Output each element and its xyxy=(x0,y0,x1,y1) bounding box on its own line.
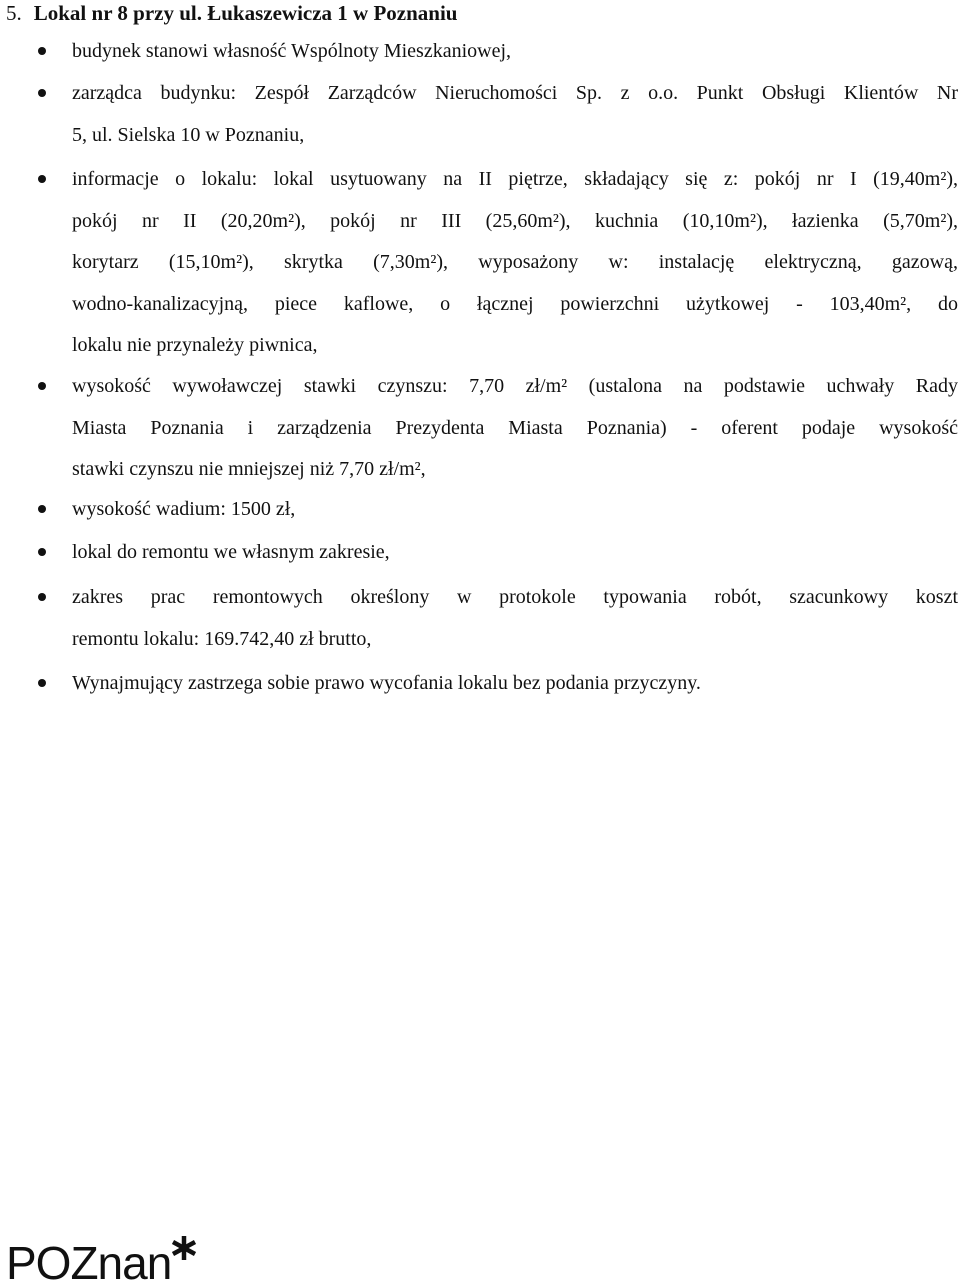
list-item-line: zakres prac remontowych określony w protokole typowania robót, szacunkowy koszt xyxy=(72,586,958,608)
list-item-line: 5, ul. Sielska 10 w Poznaniu, xyxy=(72,123,305,146)
bullet-icon xyxy=(38,548,46,556)
list-item-line: lokalu nie przynależy piwnica, xyxy=(72,334,318,356)
list-item-line: informacje o lokalu: lokal usytuowany na II piętrze, składający się z: pokój nr I (19,40m²), xyxy=(72,168,958,190)
bullet-icon xyxy=(38,47,46,55)
list-item-line: wysokość wadium: 1500 zł, xyxy=(72,498,296,520)
bullet-icon xyxy=(38,382,46,390)
list-item-line: wysokość wywoławczej stawki czynszu: 7,70 zł/m² (ustalona na podstawie uchwały Rady xyxy=(72,375,958,397)
section-title: Lokal nr 8 przy ul. Łukaszewicza 1 w Poznaniu xyxy=(33,1,458,25)
list-item-line: stawki czynszu nie mniejszej niż 7,70 zł/m², xyxy=(72,458,426,480)
bullet-icon xyxy=(38,175,46,183)
bullet-icon xyxy=(38,505,46,513)
section-number: 5. xyxy=(6,1,22,25)
bullet-icon xyxy=(38,89,46,97)
list-item-line: korytarz (15,10m²), skrytka (7,30m²), wyposażony w: instalację elektryczną, gazową, xyxy=(72,251,958,273)
list-item-line: pokój nr II (20,20m²), pokój nr III (25,60m²), kuchnia (10,10m²), łazienka (5,70m²), xyxy=(72,209,958,232)
list-item-line: Wynajmujący zastrzega sobie prawo wycofania lokalu bez podania przyczyny. xyxy=(72,672,701,694)
list-item-line: budynek stanowi własność Wspólnoty Mieszkaniowej, xyxy=(72,40,512,62)
list-item-line: zarządca budynku: Zespół Zarządców Nieruchomości Sp. z o.o. Punkt Obsługi Klientów Nr xyxy=(72,82,958,104)
asterisk-icon xyxy=(173,1236,195,1260)
list-item-line: wodno-kanalizacyjną, piece kaflowe, o łącznej powierzchni użytkowej - 103,40m², do xyxy=(72,292,958,315)
list-item-line: remontu lokalu: 169.742,40 zł brutto, xyxy=(72,627,372,650)
list-item-line: Miasta Poznania i zarządzenia Prezydenta Miasta Poznania) - oferent podaje wysokość xyxy=(72,416,958,439)
bullet-icon xyxy=(38,593,46,601)
poznan-logo xyxy=(6,1236,206,1282)
bullet-icon xyxy=(38,679,46,687)
svg-text:POZnan: POZnan xyxy=(6,1237,172,1282)
list-item-line: lokal do remontu we własnym zakresie, xyxy=(72,541,390,563)
